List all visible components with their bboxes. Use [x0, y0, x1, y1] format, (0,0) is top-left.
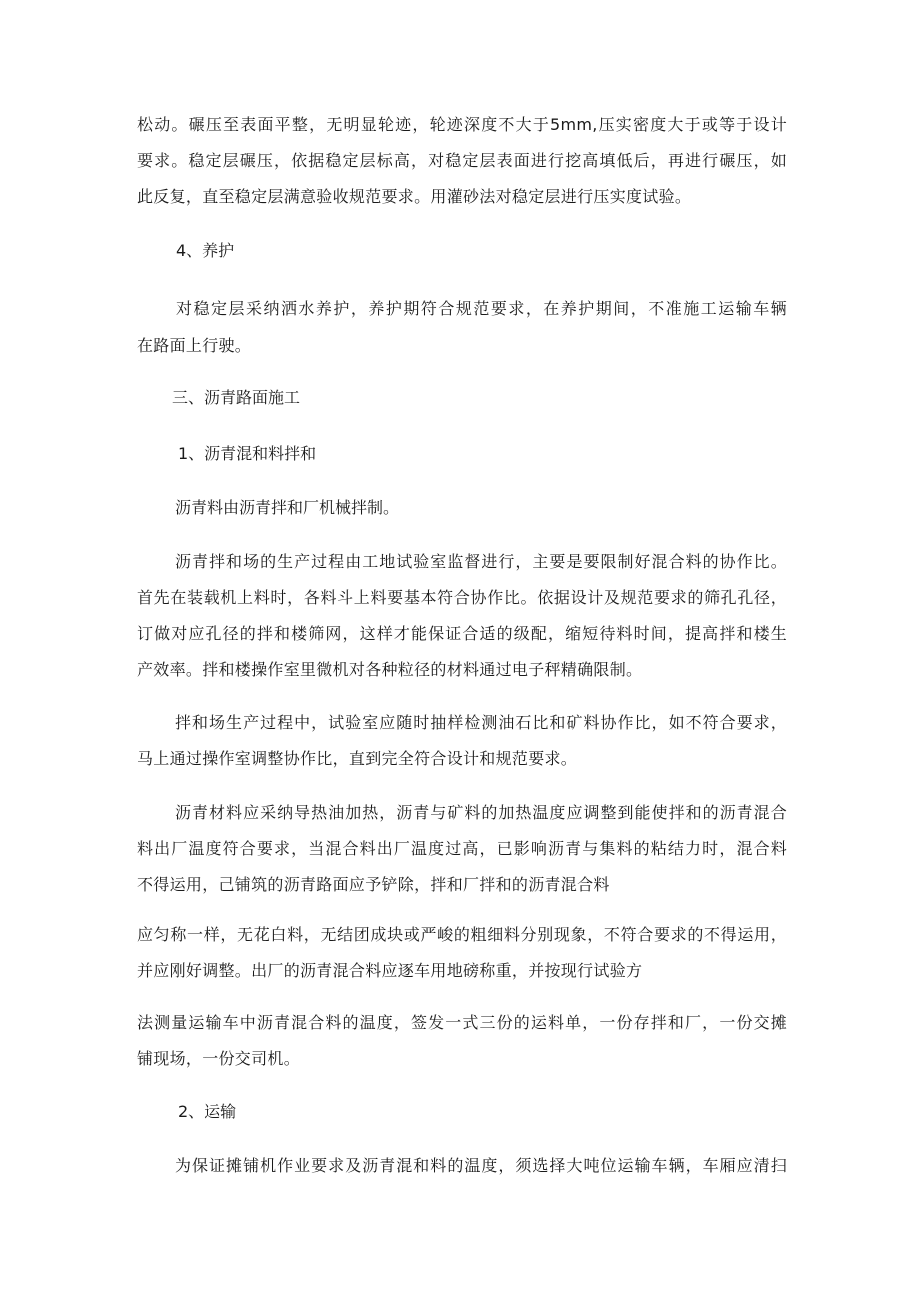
paragraph-compaction-line-1: 松动。碾压至表面平整，无明显轮迹，轮迹深度不大于5mm,压实密度大于或等于设计: [137, 115, 787, 134]
heading-section-asphalt-pavement: 三、沥青路面施工: [172, 388, 301, 407]
paragraph-uniformity-line-2: 并应刚好调整。出厂的沥青混合料应逐车用地磅称重，并按现行试验方: [137, 961, 643, 980]
paragraph-mixing-process-line-2: 首先在装载机上料时，各料斗上料要基本符合协作比。依据设计及规范要求的筛孔孔径，: [137, 588, 787, 607]
paragraph-heating-line-2: 料出厂温度符合要求，当混合料出厂温度过高，已影响沥青与集料的粘结力时，混合料: [137, 839, 787, 858]
paragraph-uniformity-line-1: 应匀称一样，无花白料，无结团成块或严峻的粗细料分别现象，不符合要求的不得运用，: [137, 925, 787, 944]
heading-transport: 2、运输: [178, 1102, 237, 1121]
paragraph-curing-line-2: 在路面上行驶。: [137, 336, 252, 355]
paragraph-sampling-line-1: 拌和场生产过程中，试验室应随时抽样检测油石比和矿料协作比，如不符合要求，: [175, 713, 787, 732]
paragraph-mixing-process-line-4: 产效率。拌和楼操作室里微机对各种粒径的材料通过电子秤精确限制。: [137, 660, 643, 679]
paragraph-heating-line-1: 沥青材料应采纳导热油加热，沥青与矿料的加热温度应调整到能使拌和的沥青混合: [175, 803, 787, 822]
heading-curing: 4、养护: [176, 241, 235, 260]
paragraph-mixing-process-line-1: 沥青拌和场的生产过程由工地试验室监督进行，主要是要限制好混合料的协作比。: [175, 552, 787, 571]
paragraph-compaction-line-2: 要求。稳定层碾压，依据稳定层标高，对稳定层表面进行挖高填低后，再进行碾压，如: [137, 151, 787, 170]
paragraph-mixing-plant: 沥青料由沥青拌和厂机械拌制。: [175, 498, 400, 517]
paragraph-compaction-line-3: 此反复，直至稳定层满意验收规范要求。用灌砂法对稳定层进行压实度试验。: [137, 187, 692, 206]
paragraph-transport-line-1: 为保证摊铺机作业要求及沥青混和料的温度，须选择大吨位运输车辆，车厢应清扫: [175, 1156, 787, 1175]
paragraph-curing-line-1: 对稳定层采纳洒水养护，养护期符合规范要求，在养护期间，不准施工运输车辆: [176, 299, 787, 318]
paragraph-sampling-line-2: 马上通过操作室调整协作比，直到完全符合设计和规范要求。: [137, 749, 578, 768]
paragraph-temperature-line-2: 铺现场，一份交司机。: [137, 1049, 301, 1068]
paragraph-mixing-process-line-3: 订做对应孔径的拌和楼筛网，这样才能保证合适的级配，缩短待料时间，提高拌和楼生: [137, 624, 787, 643]
paragraph-heating-line-3: 不得运用，己铺筑的沥青路面应予铲除，拌和厂拌和的沥青混合料: [137, 875, 610, 894]
paragraph-temperature-line-1: 法测量运输车中沥青混合料的温度，签发一式三份的运料单，一份存拌和厂，一份交摊: [137, 1013, 787, 1032]
heading-mixing: 1、沥青混和料拌和: [178, 444, 317, 463]
